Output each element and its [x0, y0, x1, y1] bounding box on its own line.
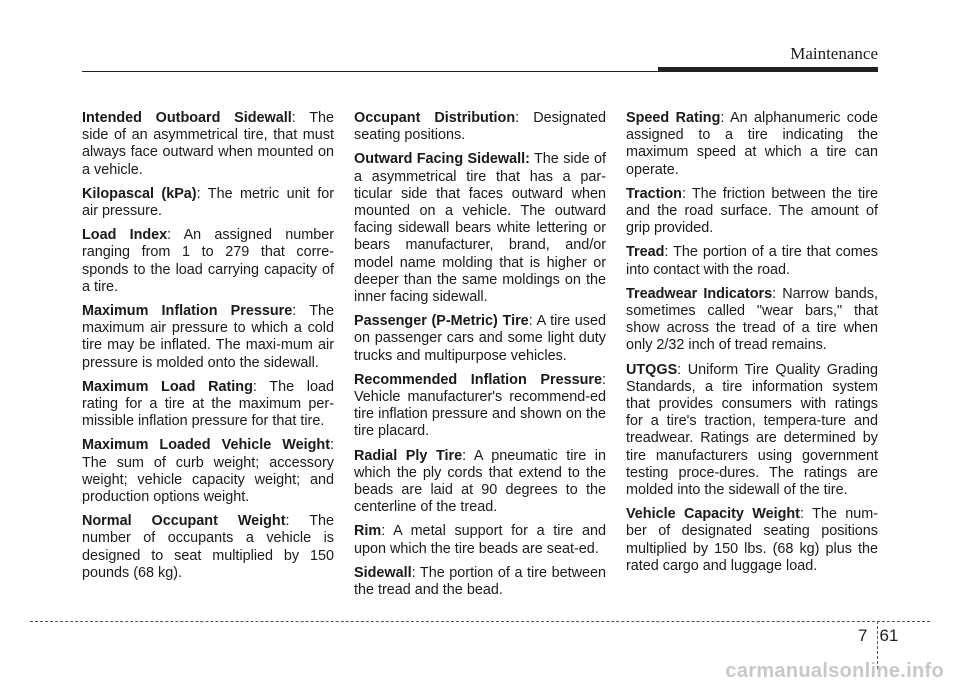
glossary-entry [626, 506, 878, 575]
glossary-entry [354, 151, 606, 306]
glossary-entry [82, 437, 334, 506]
term-separator: : [772, 285, 777, 302]
glossary-definition: A pneumatic tire in which the ply cords that extend to the beads are laid at 90 degrees to the centerline of the tread. [354, 447, 606, 516]
footer-rule [30, 621, 930, 622]
column-2 [354, 110, 606, 606]
glossary-entry [626, 286, 878, 355]
glossary-term: Intended Outboard Sidewall [82, 110, 292, 126]
glossary-definition: The num-ber of designated seating positions multiplied by 150 lbs. (68 kg) plus the rated cargo and luggage load. [626, 506, 878, 574]
glossary-entry [354, 313, 606, 365]
glossary-definition: An assigned number ranging from 1 to 279 that corre-sponds to the load carrying capacity of a tire. [82, 227, 334, 295]
glossary-definition: Designated seating positions. [354, 110, 606, 144]
glossary-definition: The friction between the tire and the road surface. The amount of grip provided. [626, 185, 878, 237]
term-separator: : [681, 185, 686, 202]
column-3 [626, 110, 878, 582]
glossary-entry [354, 448, 606, 517]
glossary-term: Sidewall [354, 564, 412, 581]
term-separator: : [799, 506, 804, 523]
term-separator: : [291, 110, 296, 126]
term-separator: : [330, 437, 334, 454]
term-separator: : [252, 378, 257, 395]
header-rule-accent [658, 67, 878, 72]
glossary-term: Rim [354, 523, 382, 540]
glossary-definition: Narrow bands, sometimes called "wear bars," that show across the tread of a tire when only 2/32 inch of tread remains. [626, 285, 878, 354]
glossary-entry [82, 227, 334, 296]
glossary-definition: The metric unit for air pressure. [82, 185, 335, 220]
glossary-definition: A metal support for a tire and upon which the tire beads are seat-ed. [354, 523, 606, 557]
glossary-definition: Uniform Tire Quality Grading Standards, a tire information system that provides consumers with ratings for a tire's traction, tempera-ture and treadwear. Ratings are determined by tire manufacturers using government testing proce-dures. The ratings are molded into the sidewall of the tire. [626, 361, 878, 499]
term-separator: : [292, 303, 297, 320]
glossary-definition: The portion of a tire between the tread and the bead. [354, 564, 606, 599]
glossary-entry [626, 186, 878, 238]
page-number-value: 61 [879, 626, 899, 645]
glossary-term: Maximum Loaded Vehicle Weight [82, 437, 330, 454]
term-separator: : [196, 185, 201, 202]
glossary-definition: Vehicle manufacturer's recommend-ed tire inflation pressure and shown on the tire placard. [354, 389, 606, 440]
term-separator: : [462, 447, 467, 464]
glossary-definition: The maximum air pressure to which a cold tire may be inflated. The maxi-mum air pressure is molded onto the sidewall. [82, 303, 334, 371]
glossary-definition: The portion of a tire that comes into contact with the road. [626, 244, 878, 278]
glossary-definition: The side of an asymmetrical tire, that must always face outward when mounted on a vehicle. [82, 110, 334, 178]
glossary-entry [626, 110, 878, 179]
glossary-definition: The sum of curb weight; accessory weight; vehicle capacity weight; and production options weight. [82, 454, 334, 506]
glossary-definition: An alphanumeric code assigned to a tire indicating the maximum speed at which a tire can operate. [626, 110, 879, 178]
glossary-term: Passenger (P-Metric) Tire [354, 313, 529, 330]
section-title: Maintenance [790, 44, 878, 63]
glossary-entry [626, 362, 878, 500]
glossary-term: Occupant Distribution [354, 110, 516, 126]
glossary-term: Maximum Inflation Pressure [82, 303, 293, 320]
glossary-entry [354, 372, 606, 441]
watermark: carmanualsonline.info [725, 660, 944, 682]
glossary-entry [82, 186, 334, 220]
glossary-definition: A tire used on passenger cars and some light duty trucks and multipurpose vehicles. [354, 313, 606, 364]
glossary-term: Radial Ply Tire [354, 447, 463, 464]
term-separator: : [515, 110, 520, 126]
glossary-term: Load Index [82, 227, 168, 244]
glossary-entry [82, 303, 334, 372]
glossary-term: Kilopascal (kPa) [82, 185, 197, 202]
term-separator: : [664, 244, 669, 261]
glossary-entry [82, 513, 334, 582]
term-separator: : [677, 361, 682, 378]
glossary-definition: The number of occupants a vehicle is designed to seat multiplied by 150 pounds (68 kg). [82, 513, 334, 581]
term-separator: : [602, 371, 606, 388]
glossary-entry [82, 110, 334, 179]
glossary-term: Traction [626, 185, 682, 202]
glossary-entry [354, 565, 606, 599]
glossary-entry [354, 523, 606, 557]
chapter-number: 7 [858, 626, 868, 645]
page-number [858, 626, 898, 646]
term-separator: : [528, 313, 533, 330]
glossary-term: Recommended Inflation Pressure [354, 371, 602, 388]
glossary-term: Treadwear Indicators [626, 285, 773, 302]
glossary-entry [82, 379, 334, 431]
term-separator: : [285, 513, 290, 530]
glossary-term: Outward Facing Sidewall: [354, 151, 530, 168]
term-separator: : [720, 110, 725, 126]
glossary-definition: The side of a asymmetrical tire that has a par-ticular side that faces outward when mounted on a vehicle. The outward facing sidewall bears white lettering or bears manufacturer, brand, and/or model name molding that is higher or deeper than the same moldings on the inner facing sidewall. [354, 151, 606, 306]
term-separator: : [411, 564, 416, 581]
term-separator: : [167, 227, 172, 244]
glossary-term: Tread [626, 244, 665, 261]
glossary-term: Speed Rating [626, 110, 721, 126]
glossary-definition: The load rating for a tire at the maximum per-missible inflation pressure for that tire. [82, 378, 334, 430]
glossary-entry [354, 110, 606, 144]
glossary-entry [626, 244, 878, 278]
glossary-term: UTQGS [626, 361, 678, 378]
glossary-term: Maximum Load Rating [82, 378, 253, 395]
term-separator: : [381, 523, 386, 540]
glossary-term: Normal Occupant Weight [82, 513, 286, 530]
column-1 [82, 110, 334, 589]
glossary-term: Vehicle Capacity Weight [626, 506, 800, 523]
